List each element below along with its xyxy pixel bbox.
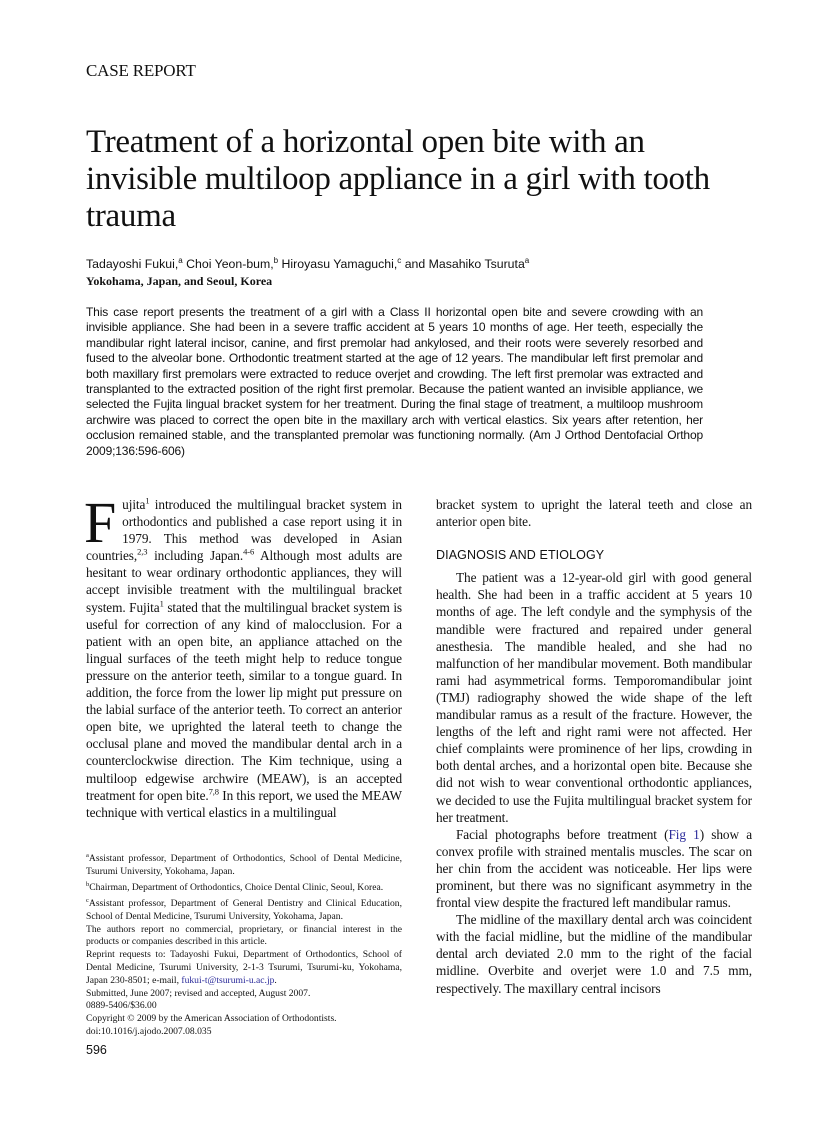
body-text: introduced the multilingual bracket system in orthodontics and published a case report using it in 1979. This method was developed in Asian countries, <box>86 497 402 564</box>
body-text: The patient was a 12-year-old girl with good general health. She had been in a traffic accident at 5 years 10 months of age. The left condyle and the symphysis of the mandible were fractured and repaired under general anesthesia. The mandible healed, and she had no malfunction of her mandibular movement. Both mandibular rami had asymmetrical forms. Temporomandibular joint (TMJ) radiography showed the wide shape of the left mandibular ramus as a result of the fracture. However, the lengths of the left and right rami were not affected. Her chief complaints were prominence of her lips, crowding in both dental arches, and a horizontal open bite. Because she did not wish to wear conventional orthodontic appliances, we decided to use the Fujita multilingual bracket system for her treatment. <box>436 570 752 825</box>
left-column <box>84 490 403 821</box>
paragraph <box>436 569 752 825</box>
body-text: The midline of the maxillary dental arch was coincident with the facial midline, but the midline of the mandibular dental arch deviated 2.0 mm to the right of the facial midline. Overbite and overjet were 1.0 and 7.5 mm, respectively. The maxillary central incisors <box>436 912 752 996</box>
body-text: Although most adults are hesitant to wear ordinary orthodontic appliances, they will accept invisible treatment with the multilingual bracket system. Fujita <box>86 548 402 615</box>
disclosure-note: The authors report no commercial, proprietary, or financial interest in the products or companies described in this article. <box>86 923 402 948</box>
author-name: and Masahiko Tsuruta <box>401 257 525 272</box>
body-text: In this report, we used the MEAW technique with vertical elastics in a multilingual <box>86 787 402 820</box>
body-text: ujita <box>122 497 146 512</box>
affiliation-mark: c <box>86 896 89 904</box>
citation-ref: 4-6 <box>243 546 255 557</box>
page-number: 596 <box>86 1043 107 1057</box>
citation-ref: 1 <box>159 598 164 609</box>
issn: 0889-5406/$36.00 <box>86 1000 157 1012</box>
affiliation-mark: c <box>397 256 402 265</box>
body-text: stated that the multilingual bracket system is useful for correction of any kind of malocclusion. For a patient with an open bite, an appliance attached on the lingual surfaces of the teeth might help to reduce tongue pressure on the anterior teeth, similar to a tongue guard. In addition, the force from the lower lip might put pressure on the labial surface of the anterior teeth. To correct an anterior open bite, we uprighted the lateral teeth to change the occlusal plane and moved the mandibular dental arch in a counterclockwise direction. The Kim technique, using a multiloop edgewise archwire (MEAW), is an accepted treatment for open bite. <box>86 599 403 803</box>
author-location: Yokohama, Japan, and Seoul, Korea <box>86 274 273 288</box>
paragraph <box>436 911 752 996</box>
affiliation-mark: b <box>273 256 279 265</box>
right-column <box>436 496 752 997</box>
affiliation-note <box>86 895 402 924</box>
doi: doi:10.1016/j.ajodo.2007.08.035 <box>86 1025 212 1037</box>
citation-ref: 1 <box>145 495 150 506</box>
paragraph-continuation: bracket system to upright the lateral teeth and close an anterior open bite. <box>436 497 752 530</box>
author-name: Choi Yeon-bum, <box>182 257 274 272</box>
article-title: Treatment of a horizontal open bite with an invisible multiloop appliance in a girl with tooth trauma <box>86 124 710 234</box>
body-text: ) show a convex profile with strained mentalis muscles. The scar on her chin from the accident was noticeable. Her lips were prominent, but there was no significant asymmetry in the frontal view despite the fractured left mandibular ramus. <box>436 826 752 911</box>
affiliation-mark: a <box>86 852 89 859</box>
figure-link[interactable]: Fig 1 <box>668 826 700 842</box>
affiliation-text: Assistant professor, Department of Orthodontics, School of Dental Medicine, Tsurumi University, Yokohama, Japan. <box>86 853 402 877</box>
reprint-text: Reprint requests to: Tadayoshi Fukui, Department of Orthodontics, School of Dental Medicine, Tsurumi University, 2-1-3 Tsurumi, Tsurumi-ku, Yokohama, Japan 230-8501; e-mail, <box>86 949 402 986</box>
author-name: Tadayoshi Fukui, <box>86 257 179 272</box>
affiliation-text: Chairman, Department of Orthodontics, Choice Dental Clinic, Seoul, Korea. <box>89 881 384 893</box>
submission-dates: Submitted, June 2007; revised and accepted, August 2007. <box>86 987 311 999</box>
affiliation-note <box>86 850 402 879</box>
affiliation-mark: a <box>178 256 183 265</box>
affiliation-note <box>86 879 402 895</box>
affiliation-text: Assistant professor, Department of General Dentistry and Clinical Education, School of Dental Medicine, Tsurumi University, Yokohama, Japan. <box>86 897 402 922</box>
paragraph <box>436 826 752 911</box>
email-link[interactable]: fukui-t@tsurumi-u.ac.jp <box>181 974 275 986</box>
abstract: This case report presents the treatment of a girl with a Class II horizontal open bite and severe crowding with an invisible appliance. She had been in a severe traffic accident at 5 years 10 months of age. Her teeth, especially the mandibular right lateral incisor, canine, and first premolar had ankylosed, and their roots were severely resorbed and fused to the alveolar bone. Orthodontic treatment started at the age of 12 years. The mandibular left first premolar and both maxillary first premolars were extracted to reduce overjet and crowding. The left first premolar was extracted and transplanted to the extracted position of the right first premolar. Because the patient wanted an invisible appliance, we selected the Fujita lingual bracket system for her treatment. During the final stage of treatment, a multiloop mushroom archwire was placed to correct the open bite in the maxillary arch with vertical elastics. Six years after retention, her occlusion remained stable, and the transplanted premolar was functioning normally. (Am J Orthod Dentofacial Orthop 2009;136:596-606) <box>86 305 703 458</box>
paragraph <box>84 490 403 821</box>
body-text: including Japan. <box>147 548 244 564</box>
drop-cap: F <box>84 490 117 555</box>
reprint-note <box>86 949 402 987</box>
citation-ref: 2,3 <box>137 546 148 557</box>
author-name: Hiroyasu Yamaguchi, <box>278 257 398 272</box>
citation-ref: 7,8 <box>208 786 219 797</box>
email-suffix: . <box>274 974 277 986</box>
author-list <box>86 256 529 271</box>
body-text: Facial photographs before treatment ( <box>456 826 669 842</box>
affiliation-mark: b <box>86 880 90 888</box>
affiliation-mark: a <box>524 256 530 265</box>
footnotes <box>86 850 402 1039</box>
section-heading: DIAGNOSIS AND ETIOLOGY <box>436 548 605 563</box>
article-type-label: CASE REPORT <box>86 61 196 80</box>
affiliations <box>86 850 402 924</box>
copyright: Copyright © 2009 by the American Association of Orthodontists. <box>86 1013 337 1025</box>
